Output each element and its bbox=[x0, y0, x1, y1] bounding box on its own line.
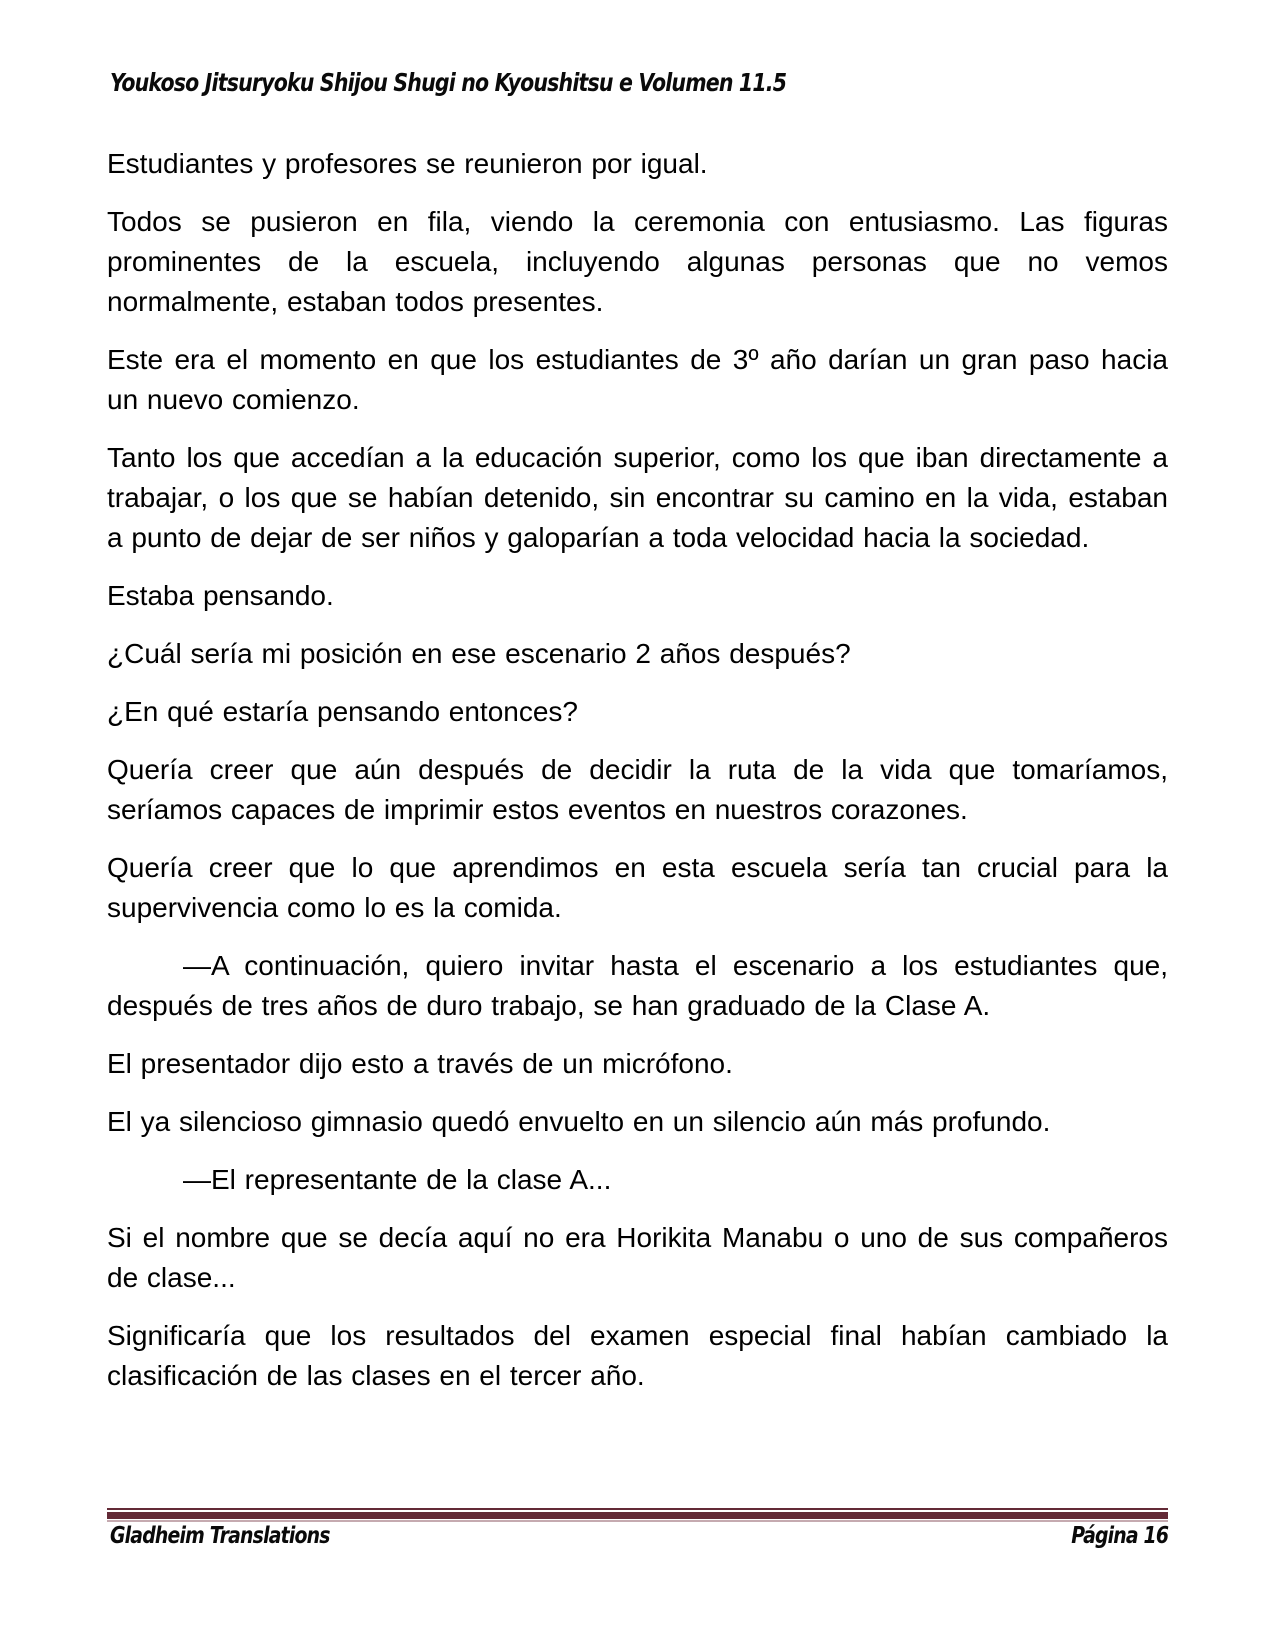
paragraph: Quería creer que lo que aprendimos en esta escuela sería tan crucial para la supervivencia como lo es la comida. bbox=[107, 852, 1168, 923]
page-footer bbox=[110, 1523, 1168, 1549]
paragraph: Estaba pensando. bbox=[107, 580, 334, 611]
footer-right bbox=[1050, 1523, 1168, 1549]
paragraph: Tanto los que accedían a la educación superior, como los que iban directamente a trabajar, o los que se habían detenido, sin encontrar su camino en la vida, estaban a punto de dejar de ser niños y galoparían a toda velocidad hacia la sociedad. bbox=[107, 442, 1168, 553]
paragraph: Todos se pusieron en fila, viendo la ceremonia con entusiasmo. Las figuras prominentes de la escuela, incluyendo algunas personas que no vemos normalmente, estaban todos presentes. bbox=[107, 206, 1168, 317]
header-title: Youkoso Jitsuryoku Shijou Shugi no Kyoushitsu e Volumen 11.5 bbox=[110, 68, 787, 97]
footer-rule bbox=[107, 1508, 1168, 1522]
paragraph: ¿Cuál sería mi posición en ese escenario 2 años después? bbox=[107, 638, 851, 669]
footer-page-number: Página 16 bbox=[1071, 1523, 1168, 1549]
paragraph: Quería creer que aún después de decidir la ruta de la vida que tomaríamos, seríamos capaces de imprimir estos eventos en nuestros corazones. bbox=[107, 754, 1168, 825]
paragraph: El presentador dijo esto a través de un micrófono. bbox=[107, 1048, 733, 1079]
document-body bbox=[107, 144, 1168, 1414]
footer-rule-shadow-line bbox=[107, 1520, 1168, 1522]
paragraph: Este era el momento en que los estudiantes de 3º año darían un gran paso hacia un nuevo comienzo. bbox=[107, 344, 1168, 415]
paragraph: —El representante de la clase A... bbox=[183, 1164, 612, 1195]
paragraph: Estudiantes y profesores se reunieron por igual. bbox=[107, 148, 708, 179]
paragraph: El ya silencioso gimnasio quedó envuelto en un silencio aún más profundo. bbox=[107, 1106, 1051, 1137]
paragraph: Significaría que los resultados del examen especial final habían cambiado la clasificación de las clases en el tercer año. bbox=[107, 1320, 1168, 1391]
paragraph: ¿En qué estaría pensando entonces? bbox=[107, 696, 579, 727]
paragraph: Si el nombre que se decía aquí no era Horikita Manabu o uno de sus compañeros de clase... bbox=[107, 1222, 1168, 1293]
paragraph: —A continuación, quiero invitar hasta el escenario a los estudiantes que, después de tres años de duro trabajo, se han graduado de la Clase A. bbox=[107, 950, 1168, 1021]
footer-rule-thick-line bbox=[107, 1512, 1168, 1519]
footer-left bbox=[110, 1523, 378, 1549]
page-header bbox=[110, 68, 1168, 97]
footer-translator-credit: Gladheim Translations bbox=[110, 1523, 330, 1549]
